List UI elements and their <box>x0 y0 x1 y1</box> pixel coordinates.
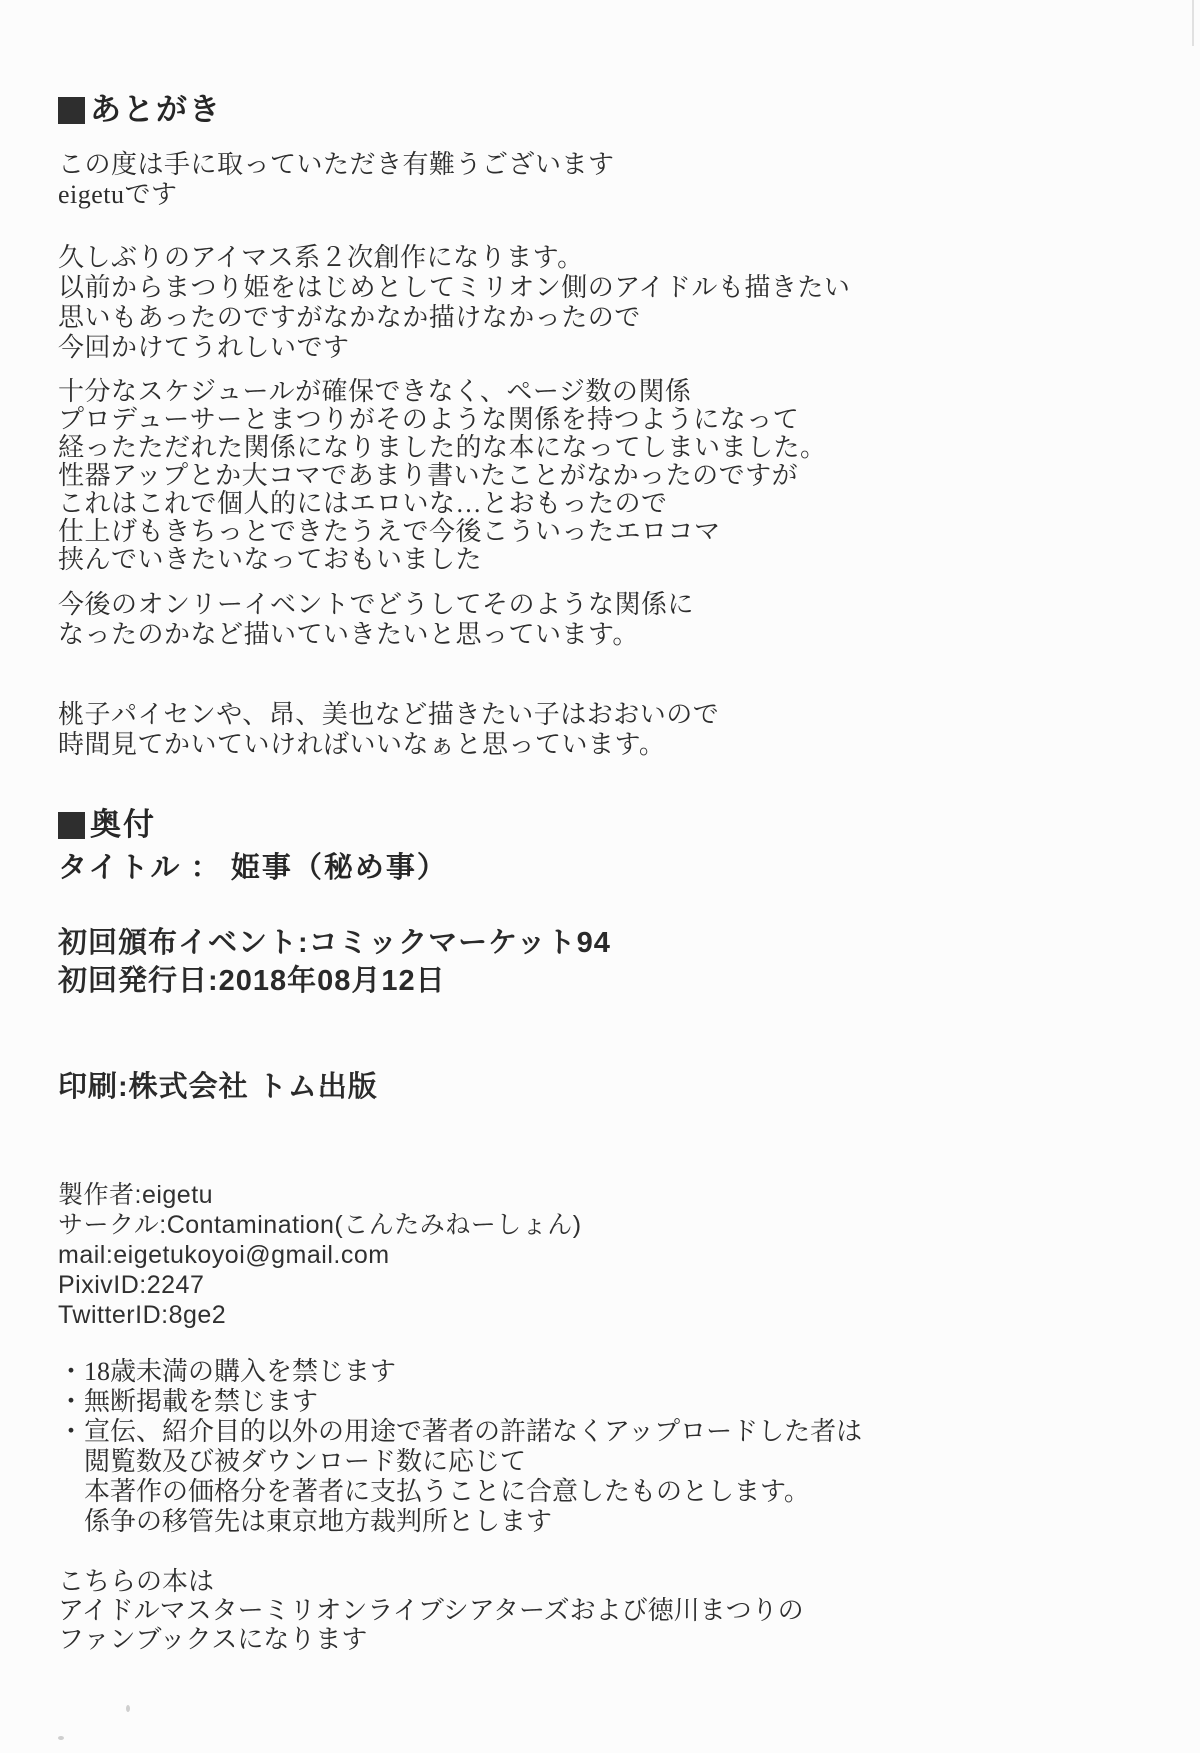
printer-info: 印刷:株式会社 トム出版 <box>58 1071 378 1103</box>
book-title-line: タイトル ： 姫事（秘め事） <box>58 852 448 884</box>
scan-speck <box>58 1736 64 1740</box>
text-line: 閲覧数及び被ダウンロード数に応じて <box>58 1447 527 1476</box>
text-line: 今後のオンリーイベントでどうしてそのような関係に <box>58 590 695 619</box>
text-line: ファンブックスになります <box>58 1625 368 1654</box>
afterword-paragraph-3 <box>58 378 1160 574</box>
colophon-heading-text: 奥付 <box>90 807 156 842</box>
text-line: この度は手に取っていただき有難うございます <box>58 150 615 179</box>
scan-edge-artifact <box>1192 0 1194 46</box>
colophon-section <box>58 806 1160 1654</box>
text-line: TwitterID:8ge2 <box>58 1301 227 1329</box>
text-line: 思いもあったのですがなかなか描けなかったので <box>58 303 641 332</box>
text-line: 今回かけてうれしいです <box>58 333 350 362</box>
text-line: 仕上げもきちっとできたうえで今後こういったエロコマ <box>58 517 721 546</box>
afterword-heading <box>58 92 1160 128</box>
black-square-marker-icon <box>58 812 85 839</box>
afterword-paragraph-5 <box>58 700 1160 760</box>
author-credits <box>58 1180 1160 1330</box>
text-line: 初回頒布イベント:コミックマーケット94 <box>58 927 611 959</box>
text-line: ・無断掲載を禁じます <box>58 1387 319 1416</box>
text-line: なったのかなど描いていきたいと思っています。 <box>58 620 639 649</box>
text-line: アイドルマスターミリオンライブシアターズおよび徳川まつりの <box>58 1596 804 1625</box>
text-line: 十分なスケジュールが確保できなく、ページ数の関係 <box>58 377 692 406</box>
afterword-paragraph-4 <box>58 590 1160 650</box>
text-line: 挟んでいきたいなっておもいました <box>58 545 483 574</box>
fanbook-disclaimer <box>58 1567 1160 1654</box>
afterword-heading-text: あとがき <box>90 92 222 127</box>
text-line: ・宣伝、紹介目的以外の用途で著者の許諾なくアップロードした者は <box>58 1417 863 1446</box>
afterword-section <box>58 92 1160 760</box>
text-line: プロデューサーとまつりがそのような関係を持つようになって <box>58 405 800 434</box>
text-line: 係争の移管先は東京地方裁判所とします <box>58 1507 553 1536</box>
text-line: ・18歳未満の購入を禁じます <box>58 1357 397 1386</box>
text-line: 以前からまつり姫をはじめとしてミリオン側のアイドルも描きたい <box>58 273 851 302</box>
text-line: 経ったただれた関係になりました的な本になってしまいました。 <box>58 433 827 462</box>
text-line: eigetuです <box>58 180 178 209</box>
text-line: PixivID:2247 <box>58 1271 205 1299</box>
text-line: 時間見てかいていければいいなぁと思っています。 <box>58 730 666 759</box>
text-line: これはこれで個人的にはエロいな…とおもったので <box>58 489 668 518</box>
black-square-marker-icon <box>58 97 85 124</box>
text-line: 製作者:eigetu <box>58 1181 214 1209</box>
scan-speck <box>126 1705 130 1712</box>
first-release-info <box>58 924 1160 1000</box>
colophon-heading <box>58 806 1160 844</box>
afterword-paragraph-1 <box>58 150 1160 210</box>
text-line: 初回発行日:2018年08月12日 <box>58 965 446 997</box>
text-line: 性器アップとか大コマであまり書いたことがなかったのですが <box>58 461 799 490</box>
text-line: 桃子パイセンや、昂、美也など描きたい子はおおいので <box>58 700 720 729</box>
text-line: 本著作の価格分を著者に支払うことに合意したものとします。 <box>58 1477 810 1506</box>
text-line: 久しぶりのアイマス系２次創作になります。 <box>58 243 584 272</box>
text-line: サークル:Contamination(こんたみねーしょん) <box>58 1211 582 1239</box>
legal-notices <box>58 1357 1160 1537</box>
afterword-paragraph-2 <box>58 243 1160 363</box>
text-line: mail:eigetukoyoi@gmail.com <box>58 1241 390 1269</box>
text-line: こちらの本は <box>58 1567 215 1596</box>
